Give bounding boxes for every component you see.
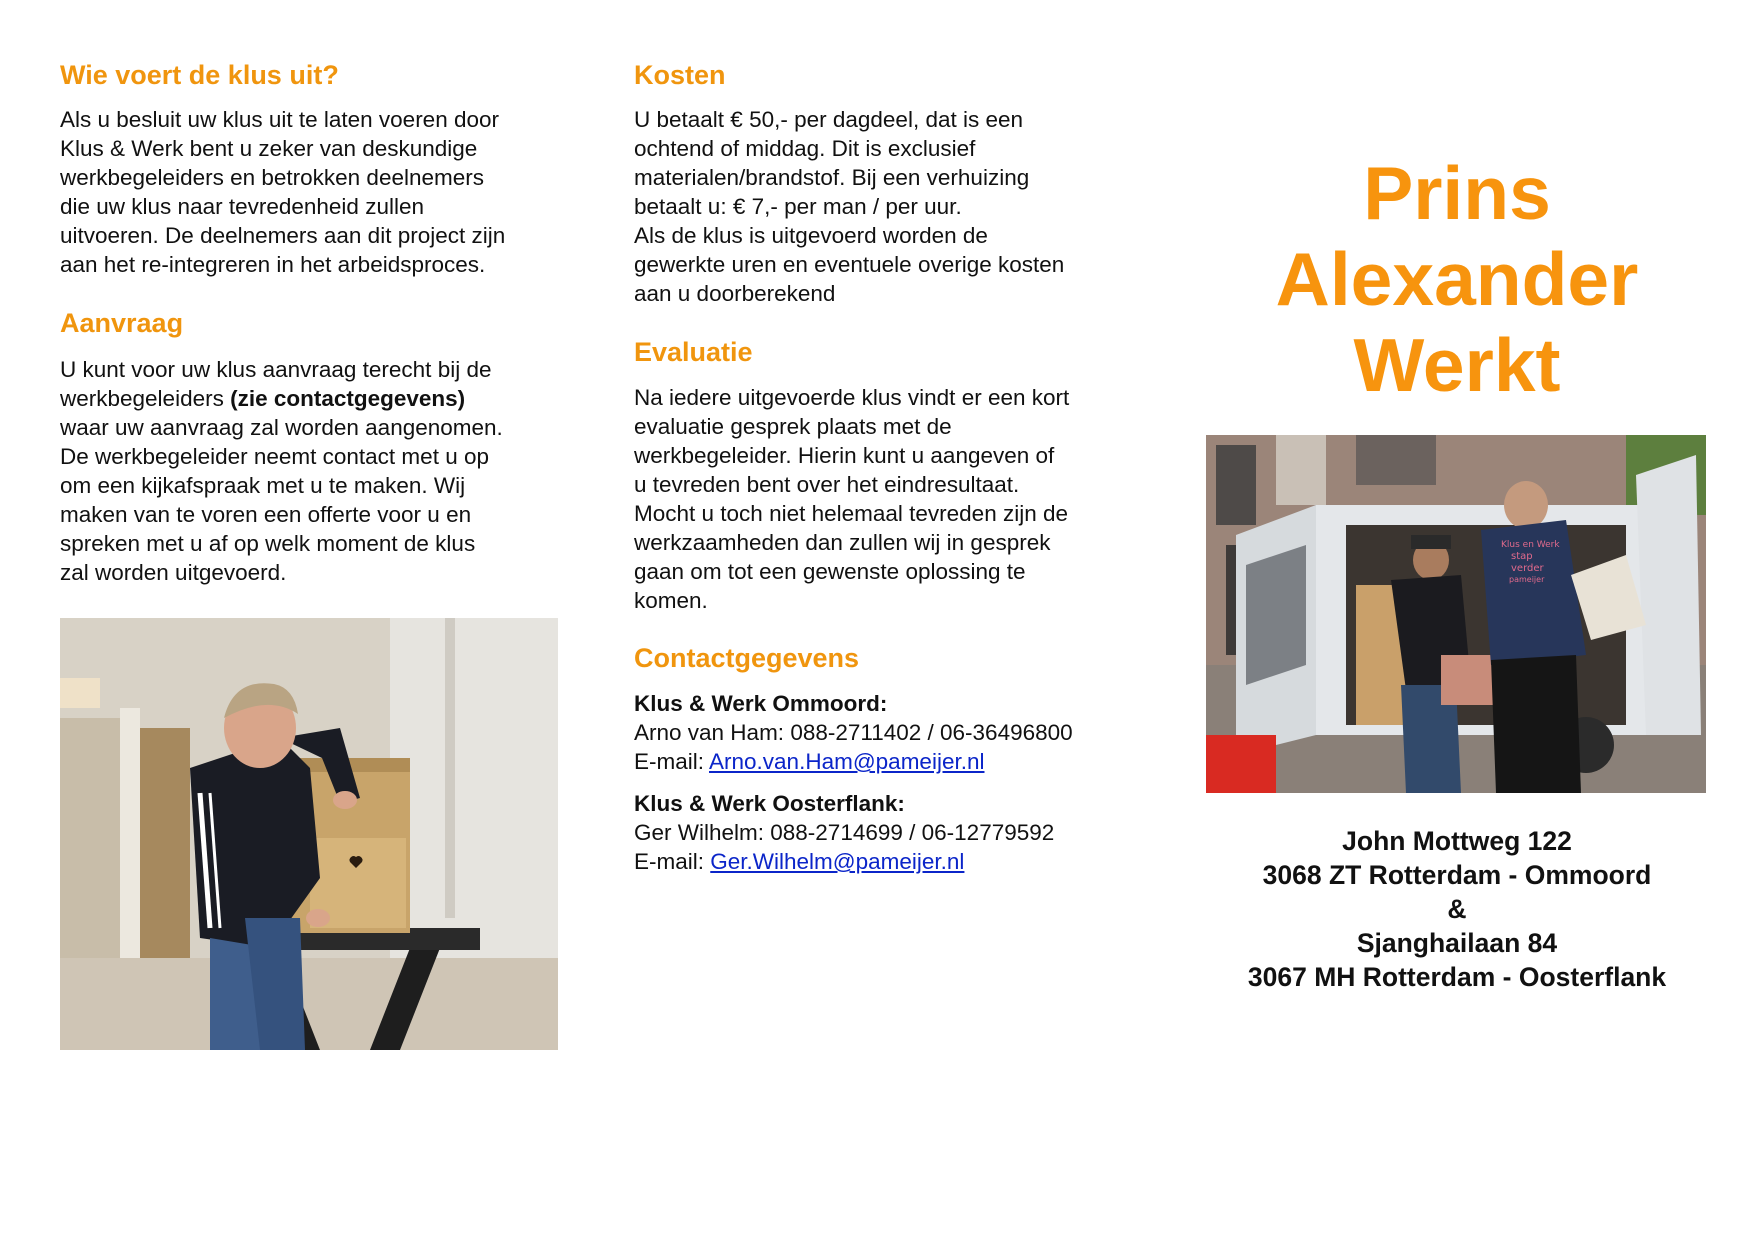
email-link-oosterflank[interactable]: Ger.Wilhelm@pameijer.nl: [710, 849, 965, 874]
heading-contact: Contactgegevens: [634, 643, 860, 673]
title-line-2: Alexander: [1275, 237, 1639, 321]
contact-reference: (zie contactgegevens): [230, 386, 466, 411]
heading-costs: Kosten: [634, 60, 726, 90]
heading-who: Wie voert de klus uit?: [60, 60, 339, 90]
van-shirt-text-1: Klus en Werk: [1501, 540, 1560, 550]
paragraph-costs: U betaalt € 50,- per dagdeel, dat is een ochtend of middag. Dit is exclusief materialen/brandstof. Bij een verhuizing betaalt u: € 7,- per man / per uur. Als de klus is uitgevoerd worden de gewerkte uren en eventuele overige kosten aan u doorberekend: [634, 107, 1065, 306]
address-line-4: Sjanghailaan 84: [1356, 928, 1558, 958]
address-block: [1206, 824, 1708, 994]
contact-ommoord-name: Klus & Werk Ommoord:: [634, 691, 888, 716]
address-line-2: 3068 ZT Rotterdam - Ommoord: [1262, 860, 1652, 890]
photo-cabinet-assembly: [60, 618, 558, 1050]
brochure-title: [1206, 150, 1708, 408]
contact-ommoord: [634, 689, 1073, 776]
paragraph-evaluation: Na iedere uitgevoerde klus vindt er een kort evaluatie gesprek plaats met de werkbegeleider. Hierin kunt u aangeven of u tevreden bent over het eindresultaat. Mocht u toch niet helemaal tevreden zijn de werkzaamheden dan zullen wij in gesprek gaan om tot een gewenste oplossing te komen.: [634, 385, 1070, 613]
contact-ommoord-phone: Arno van Ham: 088-2711402 / 06-36496800: [634, 720, 1073, 745]
heading-evaluation: Evaluatie: [634, 337, 753, 367]
contact-oosterflank: [634, 789, 1054, 876]
contact-ommoord-email-row: E-mail: Arno.van.Ham@pameijer.nl: [634, 749, 985, 774]
address-line-1: John Mottweg 122: [1342, 826, 1572, 856]
van-shirt-text-3: verder: [1511, 563, 1544, 574]
address-line-3: &: [1447, 894, 1467, 924]
title-line-1: Prins: [1363, 151, 1551, 235]
heading-request: Aanvraag: [60, 308, 184, 338]
contact-oosterflank-phone: Ger Wilhelm: 088-2714699 / 06-12779592: [634, 820, 1055, 845]
paragraph-who: Als u besluit uw klus uit te laten voeren door Klus & Werk bent u zeker van deskundige werkbegeleiders en betrokken deelnemers die uw klus naar tevredenheid zullen uitvoeren. De deelnemers aan dit project zijn aan het re-integreren in het arbeidsproces.: [60, 107, 506, 277]
contact-oosterflank-email-row: E-mail: Ger.Wilhelm@pameijer.nl: [634, 849, 965, 874]
van-shirt-text-2: stap: [1511, 551, 1533, 562]
email-link-ommoord[interactable]: Arno.van.Ham@pameijer.nl: [709, 749, 985, 774]
title-line-3: Werkt: [1353, 323, 1561, 407]
van-shirt-text-4: pameijer: [1509, 575, 1545, 584]
address-line-5: 3067 MH Rotterdam - Oosterflank: [1247, 962, 1667, 992]
contact-oosterflank-name: Klus & Werk Oosterflank:: [634, 791, 905, 816]
paragraph-request: U kunt voor uw klus aanvraag terecht bij de werkbegeleiders (zie contactgegevens) waar uw aanvraag zal worden aangenomen. De werkbegeleider neemt contact met u op om een kijkafspraak met u te maken. Wij maken van te voren een offerte voor u en spreken met u af op welk moment de klus zal worden uitgevoerd.: [60, 357, 503, 585]
photo-van-loading: [1206, 435, 1706, 793]
